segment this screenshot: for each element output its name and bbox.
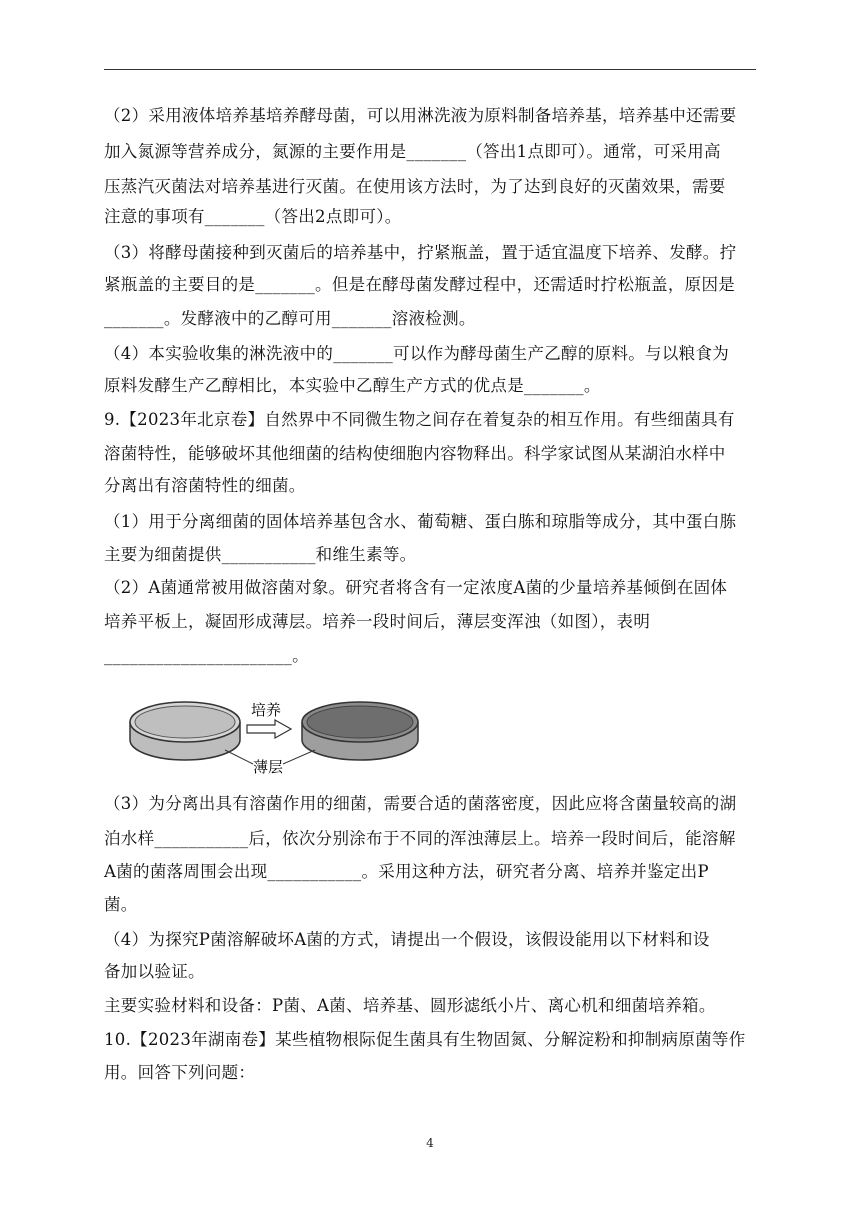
text-line: 分离出有溶菌特性的细菌。 xyxy=(104,476,306,495)
text-line: （2）A菌通常被用做溶菌对象。研究者将含有一定浓度A菌的少量培养基倾倒在固体 xyxy=(104,578,728,597)
petri-dish-figure xyxy=(125,690,425,780)
text-line: 溶菌特性，能够破坏其他细菌的结构使细胞内容物释出。科学家试图从某湖泊水样中 xyxy=(104,444,726,463)
text-line: 主要为细菌提供___________和维生素等。 xyxy=(104,545,417,564)
arrow-icon xyxy=(247,720,291,738)
text-line: 泊水样___________后，依次分别涂布于不同的浑浊薄层上。培养一段时间后，能溶解 xyxy=(104,829,736,848)
text-line: 培养平板上，凝固形成薄层。培养一段时间后，薄层变浑浊（如图），表明 xyxy=(104,612,651,631)
text-line: 原料发酵生产乙醇相比，本实验中乙醇生产方式的优点是_______。 xyxy=(104,376,601,395)
text-line: （3）将酵母菌接种到灭菌后的培养基中，拧紧瓶盖，置于适宜温度下培养、发酵。拧 xyxy=(104,243,737,262)
layer-leader-right xyxy=(283,750,315,764)
text-line: 压蒸汽灭菌法对培养基进行灭菌。在使用该方法时，为了达到良好的灭菌效果，需要 xyxy=(104,177,726,196)
text-line: A菌的菌落周围会出现___________。采用这种方法，研究者分离、培养并鉴定出P xyxy=(104,862,709,881)
text-line: （4）为探究P菌溶解破坏A菌的方式，请提出一个假设，该假设能用以下材料和设 xyxy=(104,930,710,949)
page-number: 4 xyxy=(426,1136,434,1150)
text-line: _______。发酵液中的乙醇可用_______溶液检测。 xyxy=(104,309,476,328)
question-10-line: 10.【2023年湖南卷】某些植物根际促生菌具有生物固氮、分解淀粉和抑制病原菌等作 xyxy=(104,1030,746,1049)
text-line: （2）采用液体培养基培养酵母菌，可以用淋洗液为原料制备培养基，培养基中还需要 xyxy=(104,106,737,125)
arrow-label: 培养 xyxy=(251,701,282,719)
petri-dish-after xyxy=(302,702,418,760)
layer-label: 薄层 xyxy=(253,758,284,776)
text-line: ______________________。 xyxy=(104,646,309,665)
text-line: （4）本实验收集的淋洗液中的_______可以作为酵母菌生产乙醇的原料。与以粮食为 xyxy=(104,344,730,363)
text-line: （1）用于分离细菌的固体培养基包含水、葡萄糖、蛋白胨和琼脂等成分，其中蛋白胨 xyxy=(104,512,737,531)
layer-leader-left xyxy=(225,750,253,764)
question-9-line: 9.【2023年北京卷】自然界中不同微生物之间存在着复杂的相互作用。有些细菌具有 xyxy=(104,410,735,429)
text-line: 主要实验材料和设备：P菌、A菌、培养基、圆形滤纸小片、离心机和细菌培养箱。 xyxy=(104,996,716,1015)
text-line: 加入氮源等营养成分，氮源的主要作用是_______（答出1点即可）。通常，可采用高 xyxy=(104,142,721,161)
text-line: 紧瓶盖的主要目的是_______。但是在酵母菌发酵过程中，还需适时拧松瓶盖，原因是 xyxy=(104,275,736,294)
text-line: 注意的事项有_______（答出2点即可）。 xyxy=(104,207,402,226)
text-line: 用。回答下列问题： xyxy=(104,1063,256,1082)
header-rule xyxy=(104,69,756,70)
text-line: （3）为分离出具有溶菌作用的细菌，需要合适的菌落密度，因此应将含菌量较高的湖 xyxy=(104,794,737,813)
text-line: 备加以验证。 xyxy=(104,962,205,981)
text-line: 菌。 xyxy=(104,895,138,914)
petri-dish-before xyxy=(130,702,240,760)
